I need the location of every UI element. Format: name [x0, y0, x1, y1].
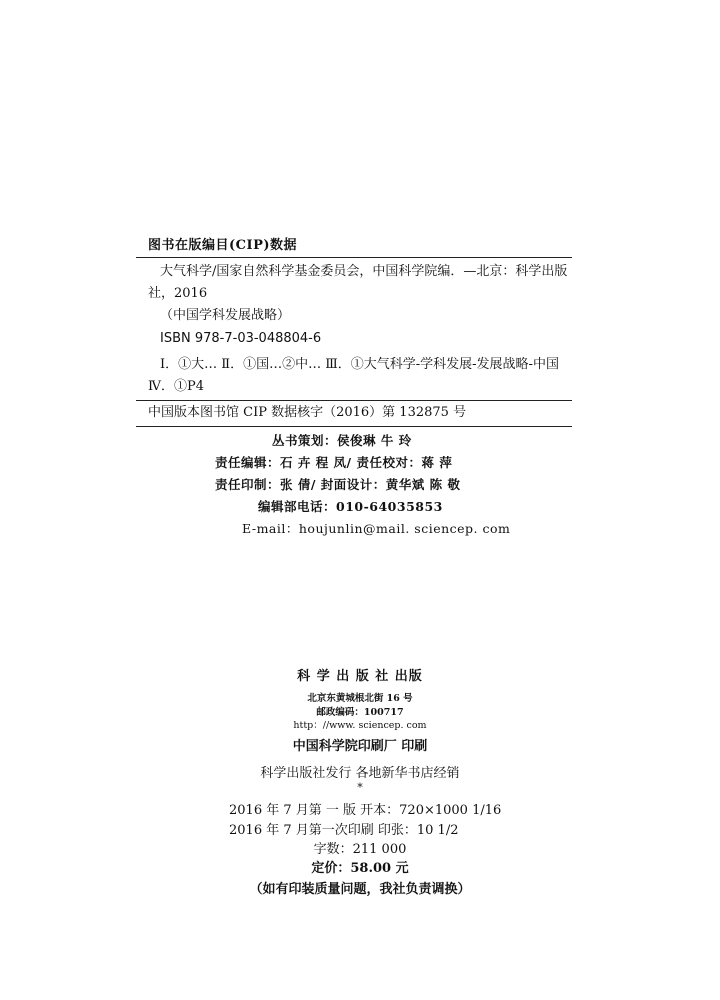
- distribution-info: 科学出版社发行 各地新华书店经销: [260, 766, 460, 781]
- cip-classification-line1: Ⅰ．①大… Ⅱ．①国…②中… Ⅲ．①大气科学-学科发展-发展战略-中国: [160, 357, 559, 372]
- cip-entry-line2: 社，2016: [148, 286, 208, 301]
- cip-bottom-rule: [136, 426, 572, 427]
- cip-top-rule: [136, 257, 572, 258]
- cip-classification-line2: Ⅳ．①P4: [148, 379, 205, 394]
- cip-series: （中国学科发展战略）: [160, 308, 291, 323]
- credit-printing: 责任印制：张 倩/ 封面设计：黄华斌 陈 敬: [215, 477, 461, 492]
- publisher-url: http：//www. sciencep. com: [293, 720, 427, 731]
- separator-star: *: [357, 781, 363, 794]
- cip-number: 中国版本图书馆 CIP 数据核字（2016）第 132875 号: [148, 405, 467, 420]
- credit-phone: 编辑部电话：010-64035853: [258, 499, 443, 514]
- cip-isbn: ISBN 978-7-03-048804-6: [160, 331, 322, 346]
- quality-notice: （如有印装质量问题，我社负责调换）: [249, 882, 471, 897]
- edition-line1: 2016 年 7 月第 一 版 开本：720×1000 1/16: [229, 803, 502, 818]
- publisher-name: 科 学 出 版 社 出版: [297, 669, 423, 684]
- publisher-postcode: 邮政编码：100717: [316, 707, 404, 718]
- printer-name: 中国科学院印刷厂 印刷: [292, 739, 428, 754]
- edition-line2: 2016 年 7 月第一次印刷 印张：10 1/2: [229, 823, 459, 838]
- publisher-address: 北京东黄城根北街 16 号: [307, 693, 413, 704]
- credit-editors: 责任编辑：石 卉 程 凤/ 责任校对：蒋 萍: [215, 455, 453, 470]
- cip-heading: 图书在版编目(CIP)数据: [148, 238, 298, 253]
- cip-middle-rule: [136, 400, 572, 401]
- cip-entry-line1: 大气科学/国家自然科学基金委员会，中国科学院编．—北京：科学出版: [160, 264, 568, 279]
- word-count: 字数：211 000: [313, 842, 407, 857]
- credit-email: E-mail：houjunlin@mail. sciencep. com: [242, 521, 511, 536]
- price: 定价：58.00 元: [311, 861, 409, 876]
- credit-series-planning: 丛书策划：侯俊琳 牛 玲: [272, 433, 412, 448]
